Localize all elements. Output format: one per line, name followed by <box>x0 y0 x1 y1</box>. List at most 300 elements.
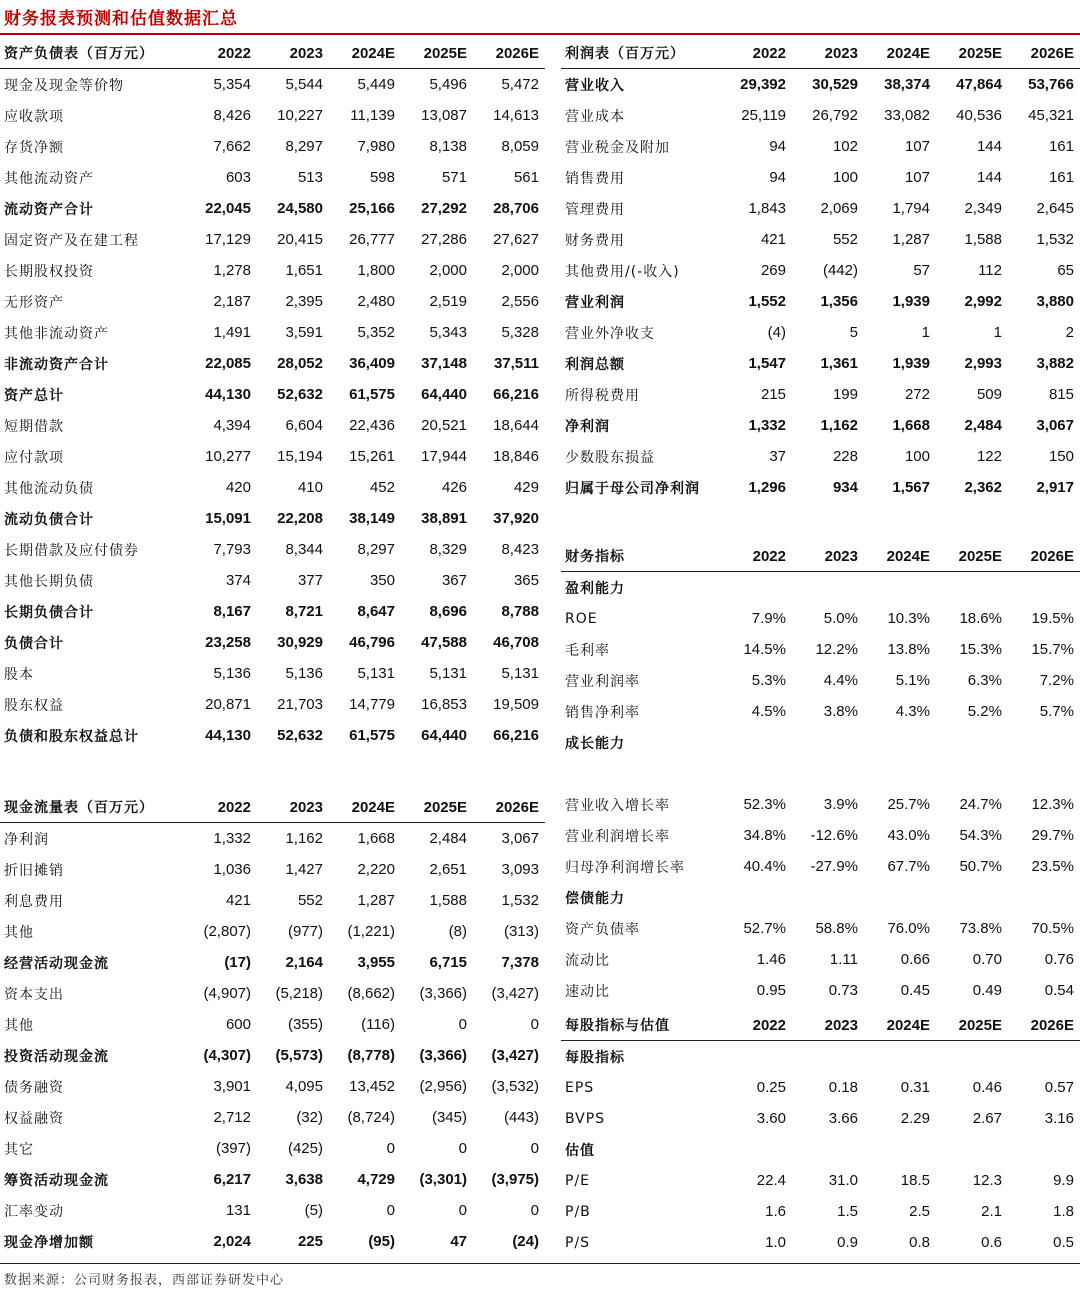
row-value: 1,588 <box>964 231 1002 248</box>
row-label: 负债和股东权益总计 <box>4 728 139 745</box>
row-value: 3.8% <box>823 703 858 720</box>
row-value: 5,131 <box>501 665 539 682</box>
row-value: 46,708 <box>493 634 539 651</box>
row-label: 负债合计 <box>4 635 64 652</box>
row-value: (2,807) <box>203 923 251 940</box>
table-row <box>0 472 545 503</box>
year-header: 2023 <box>792 38 864 69</box>
row-label: 经营活动现金流 <box>4 955 109 972</box>
row-value: 199 <box>832 386 858 403</box>
table-row <box>561 665 1080 696</box>
section-heading-row <box>561 572 1080 604</box>
row-value: 0.76 <box>1044 951 1074 968</box>
row-value: (4,307) <box>203 1047 251 1064</box>
table-row <box>561 255 1080 286</box>
section-heading: 每股指标 <box>565 1049 625 1066</box>
table-title: 财务指标 <box>561 541 720 572</box>
table-row <box>561 1227 1080 1258</box>
row-value: 14.5% <box>743 641 786 658</box>
row-label: 应付款项 <box>4 449 64 466</box>
row-value: (5,573) <box>275 1047 323 1064</box>
row-value: 600 <box>225 1016 251 1033</box>
row-value: 66,216 <box>493 386 539 403</box>
row-value: 1,843 <box>748 200 786 217</box>
row-value: 2.67 <box>972 1110 1002 1127</box>
empty-cell <box>864 727 936 758</box>
row-value: 1,532 <box>501 892 539 909</box>
row-value: 421 <box>225 892 251 909</box>
row-value: 0.49 <box>972 982 1002 999</box>
row-value: 4,394 <box>213 417 251 434</box>
section-heading-row <box>561 1041 1080 1073</box>
row-value: 0.70 <box>972 951 1002 968</box>
table-row <box>561 1196 1080 1227</box>
row-value: 5,449 <box>357 76 395 93</box>
row-label: 汇率变动 <box>4 1203 64 1220</box>
row-value: 15,091 <box>205 510 251 527</box>
row-value: 5,496 <box>429 76 467 93</box>
empty-cell <box>720 572 792 604</box>
table-row <box>561 69 1080 101</box>
row-value: 2,000 <box>501 262 539 279</box>
row-label: P/S <box>565 1234 591 1251</box>
row-value: 14,613 <box>493 107 539 124</box>
row-label: 营业利润增长率 <box>565 828 670 845</box>
row-value: 513 <box>297 169 323 186</box>
row-label: 其他长期负债 <box>4 573 94 590</box>
row-value: 0.95 <box>756 982 786 999</box>
table-row <box>0 100 545 131</box>
row-value: 5,136 <box>213 665 251 682</box>
row-value: 50.7% <box>959 858 1002 875</box>
row-label: 现金净增加额 <box>4 1234 94 1251</box>
row-value: 1,356 <box>820 293 858 310</box>
row-value: 0 <box>458 1016 467 1033</box>
row-label: 营业成本 <box>565 108 625 125</box>
row-value: 2,480 <box>357 293 395 310</box>
row-label: 短期借款 <box>4 418 64 435</box>
table-row <box>0 978 545 1009</box>
row-value: 4,729 <box>357 1171 395 1188</box>
row-value: 0.18 <box>828 1079 858 1096</box>
table-row <box>0 1164 545 1195</box>
row-value: 12.2% <box>815 641 858 658</box>
row-value: 6,715 <box>429 954 467 971</box>
row-value: 377 <box>297 572 323 589</box>
row-value: (313) <box>503 923 539 940</box>
row-label: P/B <box>565 1203 591 1220</box>
row-label: 营业利润 <box>565 294 625 311</box>
table-row <box>0 410 545 441</box>
table-row <box>0 193 545 224</box>
year-header: 2025E <box>401 792 473 823</box>
row-value: 0 <box>386 1202 395 1219</box>
section-heading: 成长能力 <box>565 735 625 752</box>
row-value: 1,547 <box>748 355 786 372</box>
row-value: 5,131 <box>357 665 395 682</box>
row-value: 52,632 <box>277 386 323 403</box>
row-value: 3.9% <box>823 796 858 813</box>
row-value: 0.46 <box>972 1079 1002 1096</box>
row-value: 30,529 <box>812 76 858 93</box>
row-value: 3,093 <box>501 861 539 878</box>
row-value: 22,085 <box>205 355 251 372</box>
table-row <box>561 634 1080 665</box>
table-row <box>0 1009 545 1040</box>
row-value: 3,901 <box>213 1078 251 1095</box>
row-value: (8) <box>448 923 467 940</box>
row-value: (8,778) <box>347 1047 395 1064</box>
row-value: 1,332 <box>748 417 786 434</box>
row-value: 25.7% <box>887 796 930 813</box>
table-header-row <box>0 38 545 69</box>
row-value: 76.0% <box>887 920 930 937</box>
row-value: 73.8% <box>959 920 1002 937</box>
row-value: 10,227 <box>277 107 323 124</box>
row-label: 利息费用 <box>4 893 64 910</box>
table-row <box>561 410 1080 441</box>
row-value: 15.3% <box>959 641 1002 658</box>
row-value: 1,668 <box>357 830 395 847</box>
row-value: 18.5 <box>900 1172 930 1189</box>
table-row <box>561 820 1080 851</box>
row-value: 161 <box>1048 138 1074 155</box>
table-row <box>561 193 1080 224</box>
row-label: 流动资产合计 <box>4 201 94 218</box>
table-row <box>561 162 1080 193</box>
row-label: 长期负债合计 <box>4 604 94 621</box>
row-label: 资本支出 <box>4 986 64 1003</box>
row-value: 1,162 <box>820 417 858 434</box>
row-value: 5,328 <box>501 324 539 341</box>
row-value: 18.6% <box>959 610 1002 627</box>
row-value: 47,588 <box>421 634 467 651</box>
row-value: 24.7% <box>959 796 1002 813</box>
row-value: 37 <box>769 448 786 465</box>
row-value: 367 <box>441 572 467 589</box>
row-value: 8,344 <box>285 541 323 558</box>
row-value: 5,354 <box>213 76 251 93</box>
row-value: (5,218) <box>275 985 323 1002</box>
row-value: 0.6 <box>981 1234 1002 1251</box>
table-row <box>0 348 545 379</box>
year-header: 2023 <box>792 1010 864 1041</box>
row-value: 2,395 <box>285 293 323 310</box>
row-value: 5,343 <box>429 324 467 341</box>
table-row <box>561 441 1080 472</box>
table-row <box>0 1195 545 1226</box>
row-value: 2,651 <box>429 861 467 878</box>
row-value: 5,136 <box>285 665 323 682</box>
row-value: 23,258 <box>205 634 251 651</box>
row-value: 8,167 <box>213 603 251 620</box>
row-value: 410 <box>297 479 323 496</box>
page-title: 财务报表预测和估值数据汇总 <box>4 9 238 29</box>
row-value: 67.7% <box>887 858 930 875</box>
row-value: 2,484 <box>964 417 1002 434</box>
row-value: 1,939 <box>892 355 930 372</box>
row-value: 426 <box>441 479 467 496</box>
row-value: 13,452 <box>349 1078 395 1095</box>
row-label: 债务融资 <box>4 1079 64 1096</box>
table-row <box>0 379 545 410</box>
table-row <box>0 627 545 658</box>
row-value: 0 <box>530 1016 539 1033</box>
row-value: 161 <box>1048 169 1074 186</box>
row-value: 27,292 <box>421 200 467 217</box>
row-label: 固定资产及在建工程 <box>4 232 139 249</box>
year-header: 2025E <box>936 1010 1008 1041</box>
row-value: 122 <box>976 448 1002 465</box>
row-value: 10,277 <box>205 448 251 465</box>
table-row <box>0 1040 545 1071</box>
row-value: 33,082 <box>884 107 930 124</box>
spacer-cell <box>561 758 1080 789</box>
row-value: 8,138 <box>429 138 467 155</box>
row-value: 30,929 <box>277 634 323 651</box>
row-value: 29,392 <box>740 76 786 93</box>
row-value: 1,296 <box>748 479 786 496</box>
table-row <box>0 69 545 101</box>
row-value: 14,779 <box>349 696 395 713</box>
row-label: 营业收入 <box>565 77 625 94</box>
row-value: 40.4% <box>743 858 786 875</box>
row-value: 53,766 <box>1028 76 1074 93</box>
table-row <box>0 854 545 885</box>
row-label: 归母净利润增长率 <box>565 859 685 876</box>
row-value: 5,472 <box>501 76 539 93</box>
row-value: 17,944 <box>421 448 467 465</box>
row-label: 投资活动现金流 <box>4 1048 109 1065</box>
row-value: 1,651 <box>285 262 323 279</box>
row-value: 5.0% <box>823 610 858 627</box>
year-header: 2024E <box>329 38 401 69</box>
row-value: 94 <box>769 138 786 155</box>
row-value: (3,366) <box>419 1047 467 1064</box>
row-value: (425) <box>287 1140 323 1157</box>
row-value: 3,067 <box>1036 417 1074 434</box>
table-row <box>561 224 1080 255</box>
empty-cell <box>1008 572 1080 604</box>
row-value: 269 <box>760 262 786 279</box>
row-value: 5.7% <box>1039 703 1074 720</box>
row-value: (24) <box>512 1233 539 1250</box>
row-value: (443) <box>503 1109 539 1126</box>
row-label: 应收款项 <box>4 108 64 125</box>
row-value: 1.0 <box>765 1234 786 1251</box>
row-label: 资产负债率 <box>565 921 640 938</box>
row-value: 144 <box>976 169 1002 186</box>
row-value: 1.8 <box>1053 1203 1074 1220</box>
row-label: 营业税金及附加 <box>565 139 670 156</box>
section-heading: 偿债能力 <box>565 890 625 907</box>
row-value: 0.45 <box>900 982 930 999</box>
row-value: 44,130 <box>205 386 251 403</box>
row-value: 112 <box>978 262 1002 279</box>
empty-cell <box>864 1041 936 1073</box>
table-header-row <box>0 792 545 823</box>
row-value: 52,632 <box>277 727 323 744</box>
row-value: 131 <box>225 1202 251 1219</box>
row-value: 365 <box>513 572 539 589</box>
year-header: 2026E <box>1008 38 1080 69</box>
row-value: 13,087 <box>421 107 467 124</box>
row-label: ROE <box>565 610 598 627</box>
row-value: 0.8 <box>909 1234 930 1251</box>
row-value: 0.57 <box>1044 1079 1074 1096</box>
row-value: 1,287 <box>892 231 930 248</box>
row-label: 利润总额 <box>565 356 625 373</box>
row-label: 净利润 <box>4 831 49 848</box>
row-value: 1,552 <box>748 293 786 310</box>
row-value: 2,220 <box>357 861 395 878</box>
year-header: 2025E <box>936 38 1008 69</box>
year-header: 2025E <box>401 38 473 69</box>
row-value: 22,045 <box>205 200 251 217</box>
row-label: EPS <box>565 1079 595 1096</box>
row-value: 3,882 <box>1036 355 1074 372</box>
per-share-valuation-table <box>561 1010 1080 1258</box>
row-label: 管理费用 <box>565 201 625 218</box>
table-row <box>0 503 545 534</box>
row-value: 100 <box>904 448 930 465</box>
row-value: 374 <box>225 572 251 589</box>
row-value: 47,864 <box>956 76 1002 93</box>
row-value: 38,149 <box>349 510 395 527</box>
row-value: 2,712 <box>213 1109 251 1126</box>
row-value: 12.3 <box>972 1172 1002 1189</box>
table-row <box>0 317 545 348</box>
row-value: 19,509 <box>493 696 539 713</box>
table-row <box>0 1226 545 1257</box>
table-row <box>0 916 545 947</box>
row-value: 1 <box>921 324 930 341</box>
table-row <box>561 1072 1080 1103</box>
row-value: 58.8% <box>815 920 858 937</box>
row-value: (397) <box>215 1140 251 1157</box>
row-value: 0 <box>530 1140 539 1157</box>
table-row <box>561 1103 1080 1134</box>
row-value: 4.4% <box>823 672 858 689</box>
row-value: (2,956) <box>419 1078 467 1095</box>
row-value: 509 <box>976 386 1002 403</box>
row-value: 2,187 <box>213 293 251 310</box>
row-value: 6,604 <box>285 417 323 434</box>
income-statement-panel <box>561 38 1080 503</box>
row-value: 7,378 <box>501 954 539 971</box>
row-label: 少数股东损益 <box>565 449 655 466</box>
row-value: 0 <box>458 1140 467 1157</box>
row-value: 150 <box>1048 448 1074 465</box>
row-value: (95) <box>368 1233 395 1250</box>
year-header: 2023 <box>792 541 864 572</box>
section-heading-row <box>561 882 1080 913</box>
row-value: -27.9% <box>810 858 858 875</box>
row-value: 4.3% <box>895 703 930 720</box>
row-value: 20,871 <box>205 696 251 713</box>
row-label: 净利润 <box>565 418 610 435</box>
row-value: 107 <box>904 169 930 186</box>
row-value: 1,278 <box>213 262 251 279</box>
row-value: (3,366) <box>419 985 467 1002</box>
row-value: (3,427) <box>491 985 539 1002</box>
row-value: 18,644 <box>493 417 539 434</box>
table-row <box>0 255 545 286</box>
row-value: 3.60 <box>756 1110 786 1127</box>
row-value: 27,627 <box>493 231 539 248</box>
table-row <box>0 534 545 565</box>
row-value: 2,024 <box>213 1233 251 1250</box>
row-label: 营业收入增长率 <box>565 797 670 814</box>
row-label: 销售净利率 <box>565 704 640 721</box>
row-value: 5.3% <box>751 672 786 689</box>
row-value: 21,703 <box>277 696 323 713</box>
row-value: 1,668 <box>892 417 930 434</box>
row-value: (17) <box>224 954 251 971</box>
row-value: 452 <box>369 479 395 496</box>
row-value: 37,511 <box>493 355 539 372</box>
row-value: (5) <box>304 1202 323 1219</box>
row-value: 20,521 <box>421 417 467 434</box>
row-value: 12.3% <box>1031 796 1074 813</box>
row-value: 3,067 <box>501 830 539 847</box>
row-value: 2,992 <box>964 293 1002 310</box>
row-value: 23.5% <box>1031 858 1074 875</box>
table-header-row <box>561 38 1080 69</box>
row-value: 1,800 <box>357 262 395 279</box>
row-value: 8,788 <box>501 603 539 620</box>
section-heading: 估值 <box>565 1142 595 1159</box>
year-header: 2023 <box>257 792 329 823</box>
table-row <box>0 720 545 751</box>
row-value: 31.0 <box>828 1172 858 1189</box>
empty-cell <box>792 1041 864 1073</box>
row-value: 38,374 <box>884 76 930 93</box>
row-value: 2.29 <box>900 1110 930 1127</box>
year-header: 2022 <box>185 38 257 69</box>
row-label: 其他流动资产 <box>4 170 94 187</box>
row-value: 15,261 <box>349 448 395 465</box>
row-label: 其他费用/(-收入) <box>565 263 680 280</box>
empty-cell <box>792 727 864 758</box>
row-value: 100 <box>832 169 858 186</box>
row-value: 2,484 <box>429 830 467 847</box>
year-header: 2026E <box>1008 1010 1080 1041</box>
row-value: 8,297 <box>357 541 395 558</box>
table-row <box>0 1071 545 1102</box>
row-value: (3,301) <box>419 1171 467 1188</box>
row-value: 107 <box>904 138 930 155</box>
row-value: 43.0% <box>887 827 930 844</box>
row-value: 2,645 <box>1036 200 1074 217</box>
row-value: 54.3% <box>959 827 1002 844</box>
row-value: 7,793 <box>213 541 251 558</box>
row-label: 股本 <box>4 666 34 683</box>
row-value: 0.54 <box>1044 982 1074 999</box>
row-value: 561 <box>513 169 539 186</box>
empty-cell <box>936 572 1008 604</box>
empty-cell <box>864 1134 936 1165</box>
row-value: 552 <box>832 231 858 248</box>
row-value: 598 <box>369 169 395 186</box>
row-value: 16,853 <box>421 696 467 713</box>
year-header: 2022 <box>185 792 257 823</box>
table-row <box>561 1165 1080 1196</box>
row-value: 9.9 <box>1053 1172 1074 1189</box>
row-value: 7,662 <box>213 138 251 155</box>
empty-cell <box>792 882 864 913</box>
row-label: 其他流动负债 <box>4 480 94 497</box>
